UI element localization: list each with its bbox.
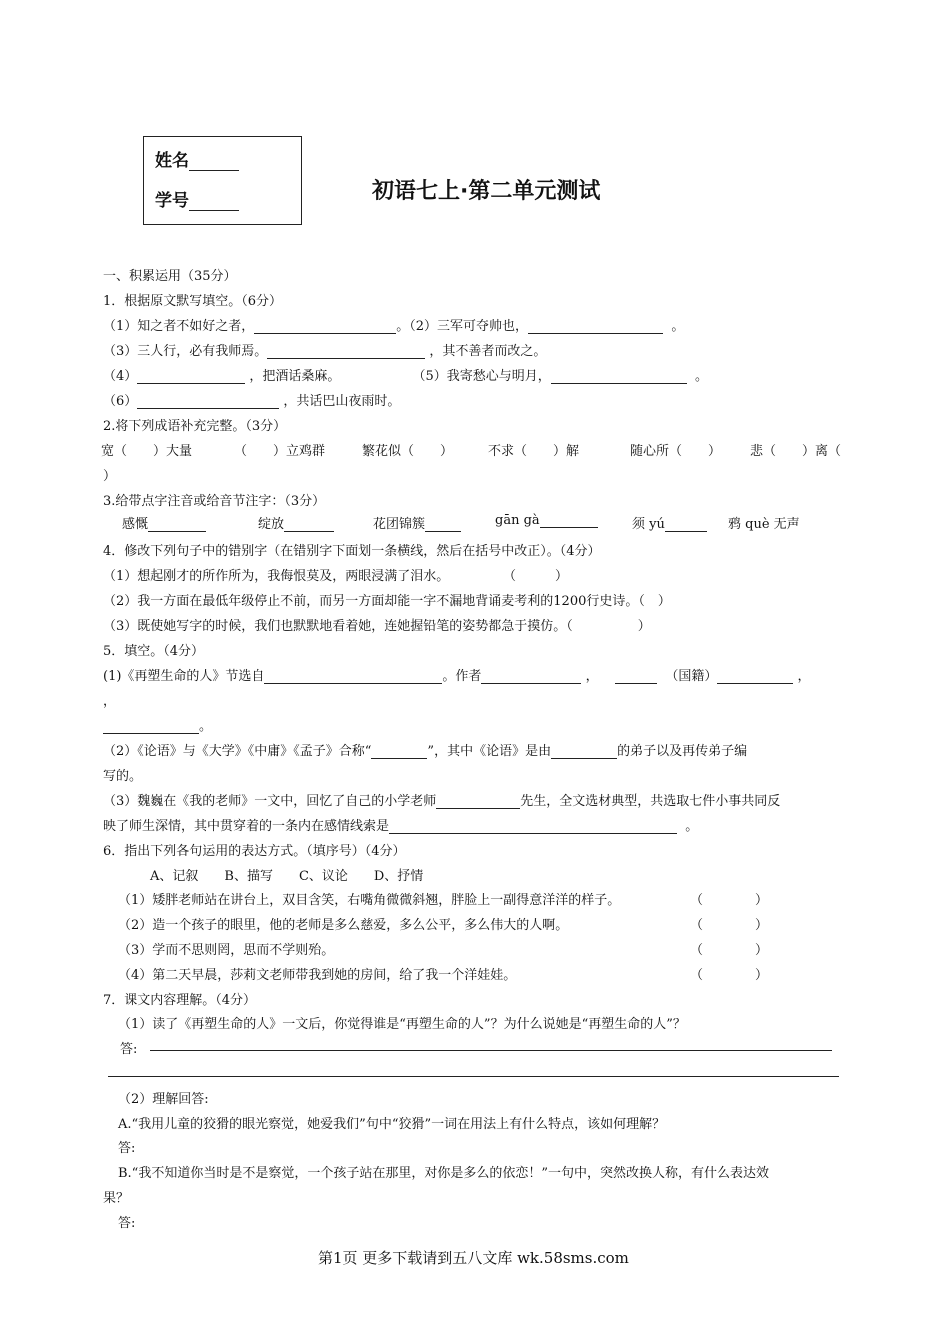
answer-line[interactable] <box>150 1050 832 1051</box>
q7-title: 7．课文内容理解。（4分） <box>103 993 257 1008</box>
q1-r2a: （3）三人行，必有我师焉。 <box>103 344 268 359</box>
pinyin-item <box>632 513 707 532</box>
pinyin-item <box>495 513 598 528</box>
answer-paren[interactable]: （ ） <box>690 943 769 958</box>
answer-paren[interactable]: （ ） <box>503 569 569 584</box>
q6-s4: （4）第二天早晨，莎莉文老师带我到她的房间，给了我一个洋娃娃。 <box>118 968 517 983</box>
blank[interactable] <box>254 320 396 334</box>
q5-p2d: 写的。 <box>103 769 143 784</box>
q5-p3c: 映了师生深情，其中贯穿着的一条内在感情线索是 <box>103 819 390 834</box>
section-title: 一、积累运用（35分） <box>103 269 237 284</box>
q1-title: 1．根据原文默写填空。（6分） <box>103 294 283 309</box>
q5-p1c: ， <box>585 669 599 684</box>
id-blank[interactable] <box>189 193 239 211</box>
q5-p1g: 。 <box>199 719 213 734</box>
blank[interactable] <box>264 670 442 684</box>
name-blank[interactable] <box>189 153 239 171</box>
blank[interactable] <box>551 745 617 759</box>
blank[interactable] <box>528 320 663 334</box>
answer-paren[interactable]: （ ） <box>690 893 769 908</box>
blank[interactable] <box>665 518 707 532</box>
q5-p1b: 。作者 <box>442 669 482 684</box>
q7-s1: （1）读了《再塑生命的人》一文后，你觉得谁是“再塑生命的人”？为什么说她是“再塑生命的人”？ <box>118 1017 686 1032</box>
blank[interactable] <box>137 370 245 384</box>
id-field[interactable] <box>155 186 239 211</box>
q7-sb1: B.“我不知道你当时是不是察觉，一个孩子站在那里，对你是多么的依恋！”一句中，突然改换人称，有什么表达效 <box>118 1166 769 1181</box>
pinyin-word: 鸦 què 无声 <box>728 517 800 532</box>
name-field[interactable] <box>155 146 239 171</box>
idiom-4: 不求（ ）解 <box>488 444 580 459</box>
q5-p2 <box>103 740 747 759</box>
blank[interactable] <box>284 518 334 532</box>
page-title: 初语七上·第二单元测试 <box>372 179 601 204</box>
blank[interactable] <box>389 820 677 834</box>
q5-p3-cont <box>103 815 698 834</box>
blank[interactable] <box>371 745 427 759</box>
idiom-6-tail: ） <box>103 469 117 484</box>
q1-r3a: （4） <box>103 369 138 384</box>
id-label: 学号 <box>155 191 189 211</box>
pinyin-item <box>728 513 800 532</box>
answer-label: 答: <box>118 1141 136 1156</box>
idiom-2: （ ）立鸡群 <box>234 444 326 459</box>
q1-row1 <box>103 315 684 334</box>
q5-p3 <box>103 790 780 809</box>
q7-s2: （2）理解回答: <box>118 1092 209 1107</box>
name-label: 姓名 <box>155 151 189 171</box>
answer-paren[interactable]: （ ） <box>690 918 769 933</box>
q4-title: 4．修改下列句子中的错别字（在错别字下面划一条横线，然后在括号中改正）。（4分） <box>103 544 601 559</box>
idiom-6: 悲（ ）离（ <box>750 444 842 459</box>
q1-r4b: ，共话巴山夜雨时。 <box>283 394 401 409</box>
q5-p2b: ”，其中《论语》是由 <box>427 744 552 759</box>
q5-p3b: 先生，全文选材典型，共选取七件小事共同反 <box>520 794 781 809</box>
q5-p1a: (1)《再塑生命的人》节选自 <box>103 669 265 684</box>
q1-row4 <box>103 390 400 409</box>
blank[interactable] <box>540 514 598 528</box>
q6-title: 6．指出下列各句运用的表达方式。（填序号）（4分） <box>103 844 406 859</box>
q7-sb2: 果？ <box>103 1191 130 1206</box>
q2-title: 2.将下列成语补充完整。（3分） <box>103 419 287 434</box>
blank[interactable] <box>717 670 793 684</box>
pinyin-word: 须 yú <box>632 517 665 532</box>
answer-line[interactable] <box>108 1076 839 1077</box>
blank[interactable] <box>551 370 687 384</box>
q4-s3: （3）既使她写字的时候，我们也默默地看着她，连她握铅笔的姿势都急于摸仿。（ ） <box>103 619 651 634</box>
q6-s3: （3）学而不思则罔，思而不学则殆。 <box>118 943 335 958</box>
q6-s2: （2）造一个孩子的眼里，他的老师是多么慈爱，多么公平，多么伟大的人啊。 <box>118 918 569 933</box>
answer-paren[interactable]: （ ） <box>690 968 769 983</box>
blank[interactable] <box>137 395 279 409</box>
q3-title: 3.给带点字注音或给音节注字：（3分） <box>103 494 326 509</box>
q4-s1: （1）想起刚才的所作所为，我侮恨莫及，两眼浸满了泪水。 <box>103 569 450 584</box>
q6-options: A、记叙 B、描写 C、议论 D、抒情 <box>150 869 424 884</box>
pinyin-word: 花团锦簇 <box>373 517 426 532</box>
q5-p1 <box>103 665 811 684</box>
q1-row3 <box>103 365 708 384</box>
q1-r3d: 。 <box>694 369 708 384</box>
q5-p1d: （国籍） <box>665 669 718 684</box>
q5-p3a: （3）魏巍在《我的老师》一文中，回忆了自己的小学老师 <box>103 794 437 809</box>
idiom-1: 宽（ ）大量 <box>101 444 193 459</box>
idiom-5: 随心所（ ） <box>630 444 722 459</box>
q1-r3b: ，把酒话桑麻。 <box>249 369 341 384</box>
q6-s1: （1）矮胖老师站在讲台上，双目含笑，右嘴角微微斜翘，胖脸上一副得意洋洋的样子。 <box>118 893 621 908</box>
q1-row2 <box>103 340 546 359</box>
blank[interactable] <box>615 670 657 684</box>
q1-r1c: 。 <box>671 319 685 334</box>
pinyin-word: 绽放 <box>258 517 285 532</box>
pinyin-word: gān gà <box>495 513 540 528</box>
pinyin-item <box>373 513 461 532</box>
q5-p1f: ， <box>103 694 117 709</box>
idiom-3: 繁花似（ ） <box>362 444 454 459</box>
q4-s2: （2）我一方面在最低年级停止不前，而另一方面却能一字不漏地背诵麦考利的1200行史诗。（ ） <box>103 594 671 609</box>
answer-label: 答: <box>120 1042 138 1057</box>
q5-p2a: （2）《论语》与《大学》《中庸》《孟子》合称“ <box>103 744 372 759</box>
blank[interactable] <box>267 345 425 359</box>
page-footer: 第1页 更多下载请到五八文库 wk.58sms.com <box>318 1249 629 1267</box>
q5-title: 5．填空。（4分） <box>103 644 205 659</box>
q1-r4a: （6） <box>103 394 138 409</box>
pinyin-item <box>258 513 334 532</box>
q1-r2b: ，其不善者而改之。 <box>429 344 547 359</box>
q1-r1b: 。（2）三军可夺帅也， <box>396 319 529 334</box>
blank[interactable] <box>481 670 581 684</box>
answer-label: 答: <box>118 1216 136 1231</box>
q5-p1-end <box>103 715 212 734</box>
blank[interactable] <box>436 795 520 809</box>
blank[interactable] <box>103 720 199 734</box>
pinyin-item <box>122 513 206 532</box>
blank[interactable] <box>425 518 461 532</box>
q1-r1a: （1）知之者不如好之者， <box>103 319 255 334</box>
pinyin-word: 感慨 <box>122 517 149 532</box>
q5-p1e: ， <box>797 669 811 684</box>
q5-p3d: 。 <box>685 819 699 834</box>
q5-p2c: 的弟子以及再传弟子编 <box>617 744 748 759</box>
q7-sa: A.“我用儿童的狡猾的眼光察觉，她爱我们”句中“狡猾”一词在用法上有什么特点，该如何理解？ <box>118 1117 666 1132</box>
q1-r3c: （5）我寄愁心与明月， <box>412 369 551 384</box>
blank[interactable] <box>148 518 206 532</box>
